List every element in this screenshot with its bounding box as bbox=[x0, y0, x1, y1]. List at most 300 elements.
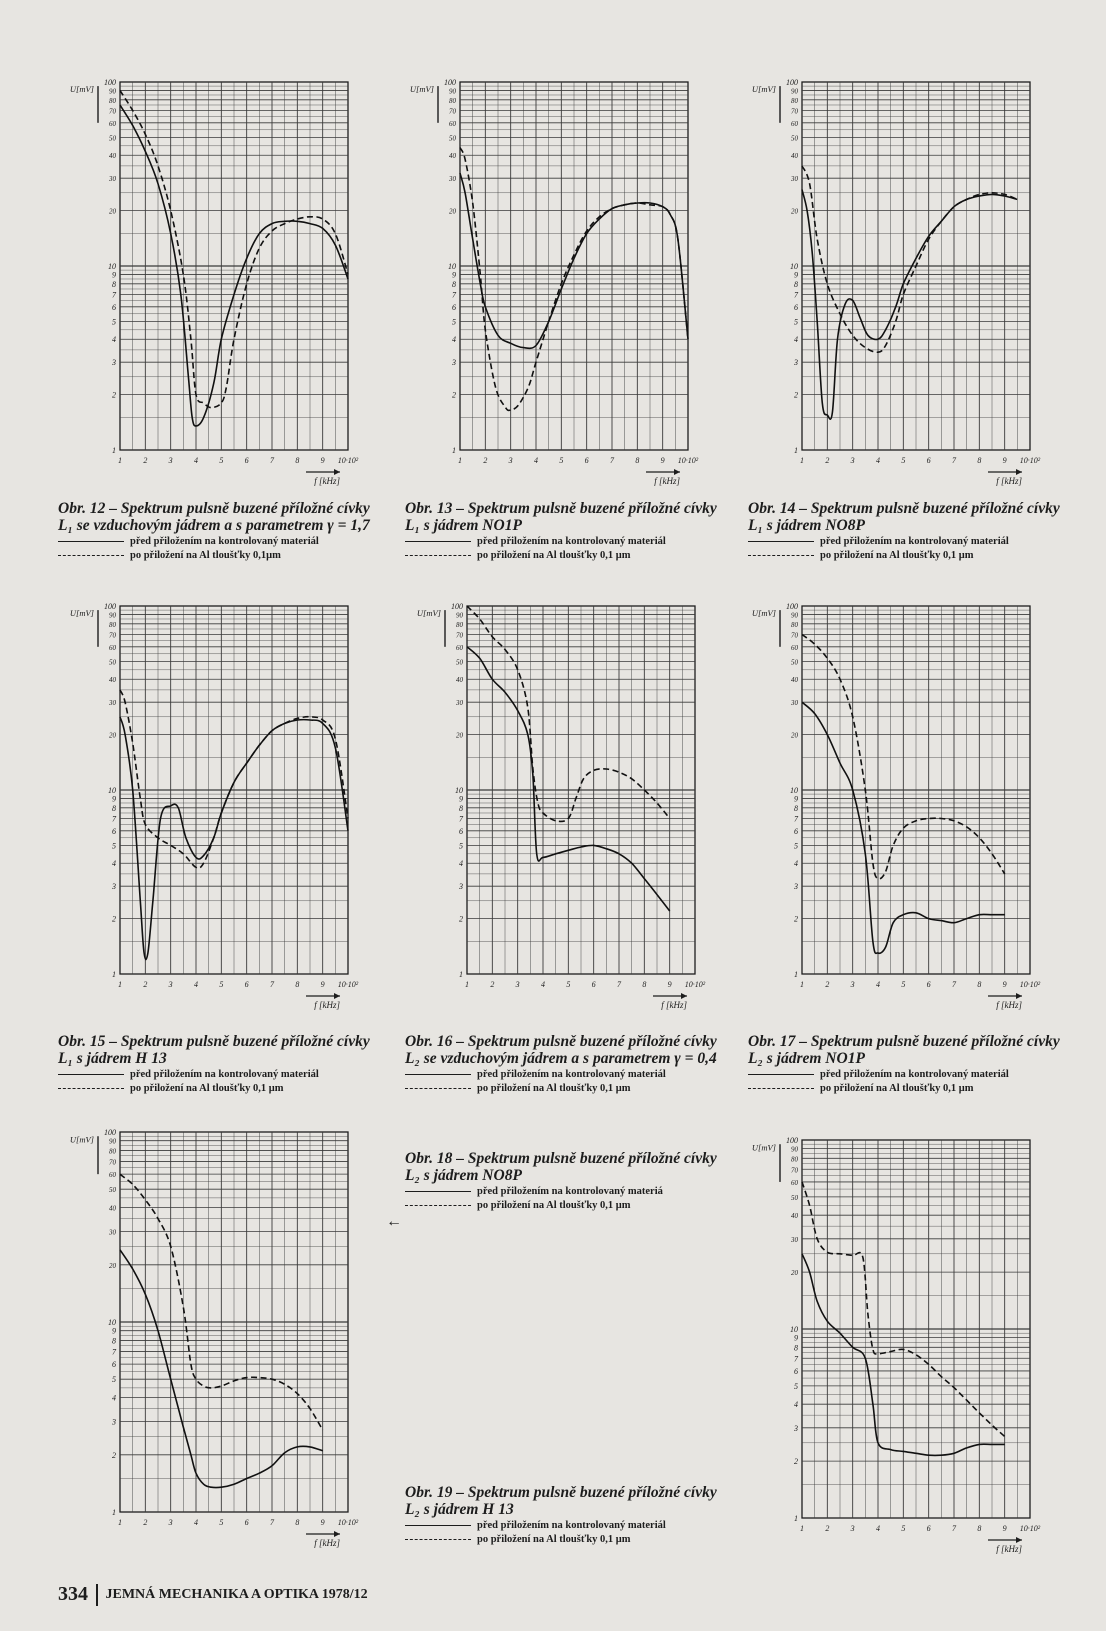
solid-line-sample bbox=[405, 1525, 471, 1526]
y-tick-label: 2 bbox=[794, 390, 798, 400]
legend-dashed bbox=[405, 549, 723, 562]
x-tick-label: 7 bbox=[270, 980, 274, 989]
legend-dashed-text: po přiložení na Al tloušťky 0,1 μm bbox=[477, 1534, 631, 1545]
y-tick-label: 50 bbox=[109, 134, 116, 143]
y-tick-label: 80 bbox=[449, 96, 456, 105]
x-axis-label: f [kHz] bbox=[996, 1544, 1022, 1554]
y-tick-label: 60 bbox=[791, 1178, 798, 1187]
legend-solid bbox=[748, 535, 1066, 548]
legend-solid-text: před přiložením na kontrolovaný materiál bbox=[130, 536, 319, 547]
y-tick-label: 2 bbox=[112, 1450, 116, 1460]
caption-title: Obr. 18 – Spektrum pulsně buzené příložné cívky L₂ s jádrem NO8P bbox=[405, 1150, 717, 1184]
x-tick-label: 10·10² bbox=[337, 1518, 359, 1527]
y-tick-label: 20 bbox=[791, 1269, 798, 1278]
x-tick-label: 3 bbox=[850, 456, 855, 465]
y-tick-label: 30 bbox=[109, 175, 116, 184]
y-tick-label: 10 bbox=[448, 262, 456, 271]
y-tick-label: 7 bbox=[794, 290, 798, 300]
x-tick-label: 3 bbox=[850, 980, 855, 989]
x-axis-arrowhead bbox=[1016, 1537, 1022, 1543]
y-tick-label: 4 bbox=[794, 1400, 798, 1410]
legend-solid bbox=[405, 535, 723, 548]
y-tick-label: 100 bbox=[104, 1128, 116, 1137]
x-tick-label: 10·10² bbox=[1019, 980, 1041, 989]
y-tick-label: 80 bbox=[456, 620, 463, 629]
y-tick-label: 80 bbox=[109, 1147, 116, 1156]
x-tick-label: 3 bbox=[168, 456, 173, 465]
x-tick-label: 9 bbox=[320, 456, 325, 465]
x-tick-label: 10·10² bbox=[1019, 1524, 1041, 1533]
y-tick-label: 9 bbox=[794, 270, 798, 280]
y-tick-label: 40 bbox=[456, 676, 463, 685]
x-tick-label: 7 bbox=[617, 980, 621, 989]
y-tick-label: 20 bbox=[791, 731, 798, 740]
x-tick-label: 9 bbox=[660, 456, 665, 465]
y-tick-label: 70 bbox=[791, 631, 798, 640]
x-tick-label: 5 bbox=[901, 456, 906, 465]
y-tick-label: 40 bbox=[109, 676, 116, 685]
y-tick-label: 70 bbox=[109, 1158, 116, 1167]
chart-obr17-svg bbox=[740, 598, 1060, 1018]
y-tick-label: 90 bbox=[791, 1145, 798, 1154]
x-tick-label: 10·10² bbox=[684, 980, 706, 989]
solid-line-sample bbox=[58, 541, 124, 542]
x-tick-label: 1 bbox=[465, 980, 469, 989]
y-axis-label: U[mV] bbox=[409, 84, 434, 95]
y-tick-label: 2 bbox=[459, 914, 463, 924]
legend-solid-text: před přiložením na kontrolovaný materiál bbox=[477, 536, 666, 547]
x-axis-arrowhead bbox=[681, 993, 687, 999]
y-tick-label: 1 bbox=[112, 446, 116, 455]
y-tick-label: 30 bbox=[791, 1235, 798, 1244]
y-tick-label: 70 bbox=[109, 107, 116, 116]
legend-solid-text: před přiložením na kontrolovaný materiál bbox=[130, 1069, 319, 1080]
y-tick-label: 10 bbox=[455, 786, 463, 795]
y-tick-label: 10 bbox=[108, 262, 116, 271]
y-tick-label: 40 bbox=[791, 1212, 798, 1221]
y-tick-label: 2 bbox=[112, 914, 116, 924]
dashed-line-sample bbox=[748, 1088, 814, 1089]
series-solid-line bbox=[802, 190, 1017, 420]
x-tick-label: 8 bbox=[977, 456, 982, 465]
y-tick-label: 9 bbox=[112, 1326, 116, 1336]
caption-obr18 bbox=[405, 1150, 723, 1212]
dashed-line-sample bbox=[405, 555, 471, 556]
x-axis-label: f [kHz] bbox=[996, 1000, 1022, 1010]
y-tick-label: 40 bbox=[109, 152, 116, 161]
x-tick-label: 9 bbox=[320, 980, 325, 989]
x-tick-label: 7 bbox=[270, 1518, 274, 1527]
y-tick-label: 90 bbox=[456, 611, 463, 620]
y-tick-label: 8 bbox=[794, 279, 798, 289]
legend-dashed bbox=[405, 1199, 723, 1212]
y-tick-label: 50 bbox=[791, 134, 798, 143]
y-tick-label: 1 bbox=[459, 970, 463, 979]
y-tick-label: 40 bbox=[791, 676, 798, 685]
y-axis-label: U[mV] bbox=[416, 608, 441, 619]
y-tick-label: 3 bbox=[112, 1417, 116, 1427]
footer-divider bbox=[96, 1584, 98, 1606]
x-tick-label: 2 bbox=[490, 980, 495, 989]
x-tick-label: 2 bbox=[143, 980, 148, 989]
y-axis-label: U[mV] bbox=[69, 608, 94, 619]
x-tick-label: 10·10² bbox=[677, 456, 699, 465]
x-tick-label: 2 bbox=[483, 456, 488, 465]
legend-solid-text: před přiložením na kontrolovaný materiál bbox=[820, 1069, 1009, 1080]
x-tick-label: 5 bbox=[219, 1518, 224, 1527]
y-tick-label: 3 bbox=[112, 358, 116, 368]
y-tick-label: 100 bbox=[104, 78, 116, 87]
y-tick-label: 8 bbox=[794, 1343, 798, 1353]
y-tick-label: 5 bbox=[112, 841, 116, 851]
page-footer bbox=[58, 1583, 368, 1606]
x-tick-label: 4 bbox=[541, 980, 545, 989]
y-tick-label: 50 bbox=[456, 658, 463, 667]
solid-line-sample bbox=[405, 1074, 471, 1075]
y-tick-label: 20 bbox=[109, 207, 116, 216]
y-tick-label: 4 bbox=[459, 859, 463, 869]
x-axis-arrowhead bbox=[1016, 993, 1022, 999]
x-tick-label: 3 bbox=[850, 1524, 855, 1533]
y-tick-label: 5 bbox=[794, 1381, 798, 1391]
x-tick-label: 9 bbox=[1002, 456, 1007, 465]
y-tick-label: 5 bbox=[112, 317, 116, 327]
caption-obr14 bbox=[748, 500, 1066, 562]
legend-dashed-text: po přiložení na Al tloušťky 0,1 μm bbox=[477, 1200, 631, 1211]
caption-title: Obr. 16 – Spektrum pulsně buzené příložné cívky L₂ se vzduchovým jádrem a s parametrem γ = 0,4 bbox=[405, 1033, 717, 1067]
y-tick-label: 9 bbox=[112, 794, 116, 804]
y-tick-label: 100 bbox=[104, 602, 116, 611]
caption-title: Obr. 15 – Spektrum pulsně buzené příložné cívky L₁ s jádrem H 13 bbox=[58, 1033, 370, 1067]
y-tick-label: 70 bbox=[791, 1166, 798, 1175]
y-tick-label: 7 bbox=[112, 814, 116, 824]
legend-solid-text: před přiložením na kontrolovaný materiá bbox=[477, 1186, 663, 1197]
x-tick-label: 1 bbox=[118, 456, 122, 465]
legend-dashed bbox=[405, 1533, 723, 1546]
y-tick-label: 90 bbox=[791, 87, 798, 96]
y-tick-label: 40 bbox=[109, 1204, 116, 1213]
y-tick-label: 10 bbox=[790, 262, 798, 271]
y-tick-label: 9 bbox=[112, 270, 116, 280]
y-tick-label: 4 bbox=[112, 859, 116, 869]
y-tick-label: 4 bbox=[794, 859, 798, 869]
y-tick-label: 2 bbox=[452, 390, 456, 400]
x-tick-label: 1 bbox=[800, 980, 804, 989]
y-tick-label: 60 bbox=[109, 1171, 116, 1180]
x-tick-label: 2 bbox=[825, 456, 830, 465]
y-tick-label: 4 bbox=[112, 1393, 116, 1403]
journal-name: JEMNÁ MECHANIKA A OPTIKA 1978/12 bbox=[105, 1586, 368, 1602]
x-tick-label: 5 bbox=[901, 980, 906, 989]
y-tick-label: 80 bbox=[791, 1155, 798, 1164]
y-tick-label: 70 bbox=[449, 107, 456, 116]
y-tick-label: 9 bbox=[459, 794, 463, 804]
legend-solid bbox=[405, 1068, 723, 1081]
dashed-line-sample bbox=[405, 1205, 471, 1206]
y-tick-label: 8 bbox=[794, 803, 798, 813]
y-tick-label: 5 bbox=[794, 317, 798, 327]
x-tick-label: 9 bbox=[667, 980, 672, 989]
caption-title: Obr. 13 – Spektrum pulsně buzené příložné cívky L₁ s jádrem NO1P bbox=[405, 500, 717, 534]
y-axis-label: U[mV] bbox=[751, 608, 776, 619]
x-tick-label: 6 bbox=[926, 1524, 931, 1533]
x-tick-label: 6 bbox=[244, 980, 249, 989]
x-tick-label: 4 bbox=[194, 1518, 198, 1527]
chart-obr18 bbox=[58, 1124, 378, 1556]
x-tick-label: 5 bbox=[566, 980, 571, 989]
y-tick-label: 60 bbox=[109, 119, 116, 128]
y-tick-label: 6 bbox=[452, 302, 456, 312]
x-tick-label: 3 bbox=[168, 980, 173, 989]
x-axis-arrowhead bbox=[1016, 469, 1022, 475]
y-tick-label: 6 bbox=[794, 1366, 798, 1376]
legend-dashed bbox=[748, 549, 1066, 562]
legend-dashed-text: po přiložení na Al tloušťky 0,1μm bbox=[130, 550, 281, 561]
caption-title: Obr. 14 – Spektrum pulsně buzené příložné cívky L₁ s jádrem NO8P bbox=[748, 500, 1060, 534]
y-tick-label: 2 bbox=[112, 390, 116, 400]
y-tick-label: 30 bbox=[109, 699, 116, 708]
y-tick-label: 60 bbox=[449, 119, 456, 128]
y-tick-label: 6 bbox=[112, 302, 116, 312]
x-tick-label: 1 bbox=[458, 456, 462, 465]
y-tick-label: 20 bbox=[109, 1261, 116, 1270]
chart-obr15-svg bbox=[58, 598, 378, 1018]
x-tick-label: 4 bbox=[876, 456, 880, 465]
y-tick-label: 7 bbox=[794, 1354, 798, 1364]
y-tick-label: 50 bbox=[109, 658, 116, 667]
y-tick-label: 80 bbox=[109, 620, 116, 629]
y-tick-label: 50 bbox=[791, 1193, 798, 1202]
y-tick-label: 100 bbox=[444, 78, 456, 87]
x-tick-label: 8 bbox=[295, 980, 300, 989]
x-tick-label: 8 bbox=[642, 980, 647, 989]
chart-obr19 bbox=[740, 1132, 1060, 1562]
y-tick-label: 8 bbox=[112, 803, 116, 813]
x-tick-label: 8 bbox=[977, 1524, 982, 1533]
y-tick-label: 7 bbox=[112, 290, 116, 300]
y-tick-label: 100 bbox=[786, 78, 798, 87]
solid-line-sample bbox=[58, 1074, 124, 1075]
dashed-line-sample bbox=[748, 555, 814, 556]
y-tick-label: 6 bbox=[794, 826, 798, 836]
x-tick-label: 2 bbox=[143, 1518, 148, 1527]
x-tick-label: 5 bbox=[559, 456, 564, 465]
y-tick-label: 7 bbox=[452, 290, 456, 300]
y-tick-label: 6 bbox=[459, 826, 463, 836]
y-tick-label: 20 bbox=[791, 207, 798, 216]
x-tick-label: 3 bbox=[508, 456, 513, 465]
x-axis-arrowhead bbox=[334, 469, 340, 475]
caption-obr13 bbox=[405, 500, 723, 562]
chart-obr12-svg bbox=[58, 74, 378, 494]
x-tick-label: 7 bbox=[610, 456, 614, 465]
solid-line-sample bbox=[405, 1191, 471, 1192]
y-tick-label: 70 bbox=[456, 631, 463, 640]
x-tick-label: 1 bbox=[118, 980, 122, 989]
y-tick-label: 9 bbox=[452, 270, 456, 280]
y-tick-label: 40 bbox=[449, 152, 456, 161]
y-tick-label: 5 bbox=[459, 841, 463, 851]
x-tick-label: 6 bbox=[926, 980, 931, 989]
chart-obr12 bbox=[58, 74, 378, 494]
y-tick-label: 8 bbox=[459, 803, 463, 813]
left-arrow-icon: ← bbox=[386, 1213, 402, 1230]
x-tick-label: 4 bbox=[534, 456, 538, 465]
y-tick-label: 50 bbox=[449, 134, 456, 143]
x-tick-label: 2 bbox=[825, 1524, 830, 1533]
x-tick-label: 8 bbox=[977, 980, 982, 989]
y-tick-label: 10 bbox=[790, 1325, 798, 1334]
chart-obr15 bbox=[58, 598, 378, 1018]
y-tick-label: 8 bbox=[112, 1336, 116, 1346]
y-tick-label: 3 bbox=[794, 1423, 798, 1433]
x-tick-label: 4 bbox=[194, 456, 198, 465]
y-tick-label: 1 bbox=[794, 970, 798, 979]
y-tick-label: 70 bbox=[109, 631, 116, 640]
y-tick-label: 9 bbox=[794, 794, 798, 804]
y-tick-label: 60 bbox=[456, 643, 463, 652]
y-tick-label: 20 bbox=[109, 731, 116, 740]
y-tick-label: 30 bbox=[449, 175, 456, 184]
dashed-line-sample bbox=[58, 1088, 124, 1089]
x-tick-label: 7 bbox=[952, 456, 956, 465]
x-tick-label: 8 bbox=[295, 1518, 300, 1527]
y-tick-label: 100 bbox=[786, 602, 798, 611]
chart-obr16 bbox=[405, 598, 725, 1018]
x-axis-arrowhead bbox=[334, 993, 340, 999]
legend-solid-text: před přiložením na kontrolovaný materiál bbox=[477, 1520, 666, 1531]
y-tick-label: 50 bbox=[791, 658, 798, 667]
y-tick-label: 30 bbox=[791, 699, 798, 708]
y-tick-label: 100 bbox=[451, 602, 463, 611]
y-tick-label: 30 bbox=[109, 1228, 116, 1237]
y-tick-label: 6 bbox=[112, 1360, 116, 1370]
dashed-line-sample bbox=[405, 1539, 471, 1540]
y-tick-label: 80 bbox=[791, 96, 798, 105]
solid-line-sample bbox=[748, 541, 814, 542]
y-tick-label: 3 bbox=[112, 882, 116, 892]
page-number: 334 bbox=[58, 1583, 88, 1605]
y-tick-label: 1 bbox=[112, 1508, 116, 1517]
y-tick-label: 2 bbox=[794, 914, 798, 924]
x-axis-label: f [kHz] bbox=[314, 1538, 340, 1548]
y-tick-label: 90 bbox=[109, 1137, 116, 1146]
x-tick-label: 5 bbox=[219, 456, 224, 465]
y-tick-label: 4 bbox=[112, 335, 116, 345]
solid-line-sample bbox=[405, 541, 471, 542]
x-tick-label: 1 bbox=[800, 456, 804, 465]
x-axis-label: f [kHz] bbox=[314, 476, 340, 486]
x-tick-label: 5 bbox=[219, 980, 224, 989]
y-tick-label: 10 bbox=[790, 786, 798, 795]
y-tick-label: 30 bbox=[791, 175, 798, 184]
caption-obr17 bbox=[748, 1033, 1066, 1095]
y-tick-label: 5 bbox=[112, 1375, 116, 1385]
y-tick-label: 100 bbox=[786, 1136, 798, 1145]
x-axis-label: f [kHz] bbox=[996, 476, 1022, 486]
legend-dashed bbox=[58, 549, 376, 562]
caption-obr12 bbox=[58, 500, 376, 562]
x-tick-label: 1 bbox=[800, 1524, 804, 1533]
legend-solid bbox=[405, 1185, 723, 1198]
legend-solid bbox=[58, 1068, 376, 1081]
chart-obr19-svg bbox=[740, 1132, 1060, 1562]
series-dashed-line bbox=[802, 166, 1017, 352]
legend-dashed-text: po přiložení na Al tloušťky 0,1 μm bbox=[477, 550, 631, 561]
y-tick-label: 7 bbox=[794, 814, 798, 824]
y-tick-label: 60 bbox=[791, 119, 798, 128]
legend-dashed-text: po přiložení na Al tloušťky 0,1 μm bbox=[820, 1083, 974, 1094]
legend-solid bbox=[405, 1519, 723, 1532]
dashed-line-sample bbox=[405, 1088, 471, 1089]
x-axis-label: f [kHz] bbox=[314, 1000, 340, 1010]
y-tick-label: 1 bbox=[794, 446, 798, 455]
y-tick-label: 3 bbox=[794, 882, 798, 892]
x-tick-label: 8 bbox=[295, 456, 300, 465]
x-tick-label: 10·10² bbox=[337, 980, 359, 989]
chart-obr14 bbox=[740, 74, 1060, 494]
y-tick-label: 40 bbox=[791, 152, 798, 161]
x-axis-arrowhead bbox=[674, 469, 680, 475]
y-tick-label: 6 bbox=[794, 302, 798, 312]
y-tick-label: 8 bbox=[452, 279, 456, 289]
y-tick-label: 5 bbox=[794, 841, 798, 851]
y-tick-label: 50 bbox=[109, 1186, 116, 1195]
legend-dashed bbox=[58, 1082, 376, 1095]
chart-obr17 bbox=[740, 598, 1060, 1018]
legend-dashed bbox=[748, 1082, 1066, 1095]
y-tick-label: 10 bbox=[108, 786, 116, 795]
y-tick-label: 60 bbox=[791, 643, 798, 652]
x-tick-label: 7 bbox=[952, 1524, 956, 1533]
y-tick-label: 60 bbox=[109, 643, 116, 652]
chart-obr14-svg bbox=[740, 74, 1060, 494]
chart-obr13 bbox=[398, 74, 718, 494]
x-tick-label: 2 bbox=[825, 980, 830, 989]
y-tick-label: 10 bbox=[108, 1318, 116, 1327]
caption-obr15 bbox=[58, 1033, 376, 1095]
x-tick-label: 6 bbox=[584, 456, 589, 465]
x-tick-label: 6 bbox=[926, 456, 931, 465]
y-tick-label: 1 bbox=[794, 1514, 798, 1523]
legend-solid bbox=[58, 535, 376, 548]
y-tick-label: 8 bbox=[112, 279, 116, 289]
x-axis-label: f [kHz] bbox=[661, 1000, 687, 1010]
x-tick-label: 9 bbox=[1002, 980, 1007, 989]
caption-title: Obr. 17 – Spektrum pulsně buzené příložné cívky L₂ s jádrem NO1P bbox=[748, 1033, 1060, 1067]
x-tick-label: 3 bbox=[515, 980, 520, 989]
y-axis-label: U[mV] bbox=[751, 84, 776, 95]
x-tick-label: 6 bbox=[244, 456, 249, 465]
x-tick-label: 8 bbox=[635, 456, 640, 465]
y-tick-label: 3 bbox=[452, 358, 456, 368]
y-tick-label: 7 bbox=[112, 1347, 116, 1357]
x-tick-label: 9 bbox=[320, 1518, 325, 1527]
y-tick-label: 90 bbox=[109, 611, 116, 620]
y-tick-label: 80 bbox=[791, 620, 798, 629]
y-tick-label: 7 bbox=[459, 814, 463, 824]
x-tick-label: 10·10² bbox=[1019, 456, 1041, 465]
x-tick-label: 6 bbox=[591, 980, 596, 989]
caption-title: Obr. 19 – Spektrum pulsně buzené příložné cívky L₂ s jádrem H 13 bbox=[405, 1484, 717, 1518]
y-tick-label: 3 bbox=[794, 358, 798, 368]
legend-solid bbox=[748, 1068, 1066, 1081]
y-tick-label: 6 bbox=[112, 826, 116, 836]
legend-dashed bbox=[405, 1082, 723, 1095]
chart-obr18-svg bbox=[58, 1124, 378, 1556]
x-tick-label: 5 bbox=[901, 1524, 906, 1533]
y-tick-label: 30 bbox=[456, 699, 463, 708]
